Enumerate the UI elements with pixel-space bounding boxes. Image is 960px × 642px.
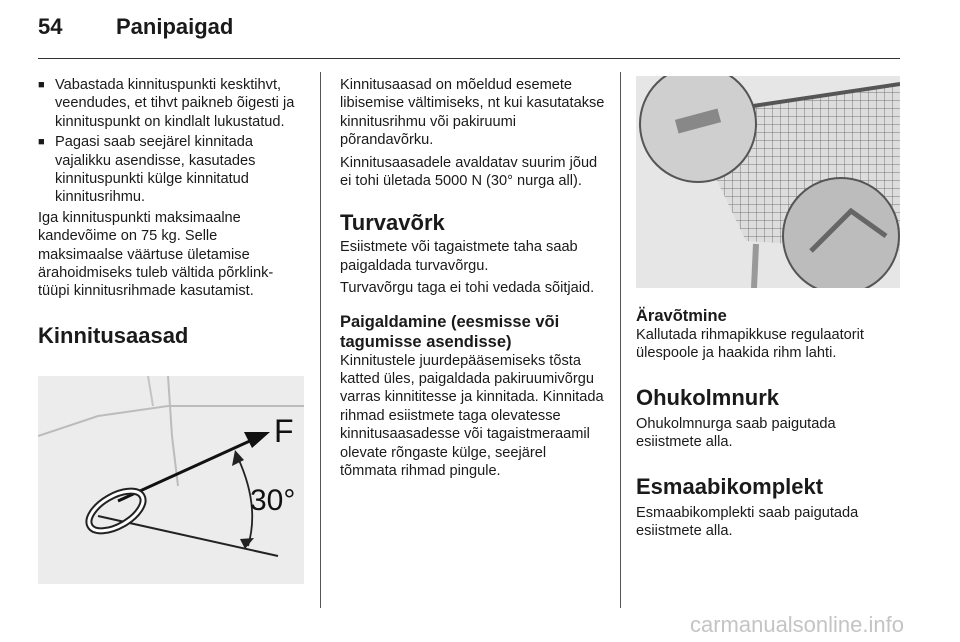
subheading-aravotmine: Äravõtmine	[636, 307, 727, 325]
paragraph: Iga kinnituspunkti maksimaalne kandevõime on 75 kg. Selle maksimaalse väärtuse ületamise ärahoidmiseks tuleb vältida põrklink-tüüpi kinnitusrihmade kasutamist.	[38, 209, 274, 300]
paragraph: Kinnitustele juurdepääsemiseks tõsta katted üles, paigaldada pakiruumivõrgu varras kinnititesse ja kinnitada. Kinnitada rihmad esiistmete taga olevatesse kinnitusaasadesse või tagaistmeraamil olevate rõngaste külge, seejärel tõmmata rihmad pingule.	[340, 352, 604, 480]
column-divider-2	[620, 72, 621, 608]
heading-esmaabikomplekt: Esmaabikomplekt	[636, 473, 824, 499]
tie-down-eye-illustration	[38, 376, 304, 584]
paragraph: Kinnitusaasad on mõeldud esemete libisemise vältimiseks, nt kui kasutatakse kinnitusrihmu või pakiruumi põrandavõrku.	[340, 77, 605, 149]
bullet-item: ■ Pagasi saab seejärel kinnitada vajalikku asendisse, kasutades kinnituspunkti külge kinnitatud kinnitusrihmu.	[38, 133, 304, 207]
paragraph: Kinnitusaasadele avaldatav suurim jõud ei tohi ületada 5000 N (30° nurga all).	[340, 154, 598, 190]
subheading-paigaldamine: Paigaldamine (eesmisse või tagumisse asendisse)	[340, 312, 560, 351]
heading-ohukolmnurk: Ohukolmnurk	[636, 384, 780, 410]
safety-net-illustration	[636, 76, 900, 288]
column-1	[38, 76, 304, 349]
force-label: F	[274, 413, 294, 449]
angle-label: 30°	[250, 484, 296, 517]
column-divider-1	[320, 72, 321, 608]
watermark: carmanualsonline.info	[689, 612, 904, 637]
paragraph: Kallutada rihmapikkuse regulaatorit ülespoole ja haakida rihm lahti.	[636, 327, 864, 362]
page-number: 54	[38, 14, 63, 39]
heading-kinnitusaasad: Kinnitusaasad	[38, 322, 189, 348]
bullet-item: ■ Vabastada kinnituspunkti kesktihvt, veendudes, et tihvt paikneb õigesti ja kinnituspunkt on kindlalt lukustatud.	[38, 76, 304, 131]
header-divider	[38, 58, 900, 59]
paragraph: Turvavõrgu taga ei tohi vedada sõitjaid.	[340, 280, 595, 297]
paragraph: Ohukolmnurga saab paigutada esiistmete alla.	[636, 415, 836, 451]
paragraph: Esiistmete või tagaistmete taha saab paigaldada turvavõrgu.	[340, 239, 578, 274]
column-2	[340, 76, 606, 485]
column-3	[636, 306, 904, 544]
heading-turvavork: Turvavõrk	[340, 210, 445, 236]
paragraph: Esmaabikomplekti saab paigutada esiistmete alla.	[636, 504, 859, 540]
bullet-list	[38, 76, 304, 207]
page-header	[38, 14, 233, 40]
section-title: Panipaigad	[116, 14, 234, 39]
